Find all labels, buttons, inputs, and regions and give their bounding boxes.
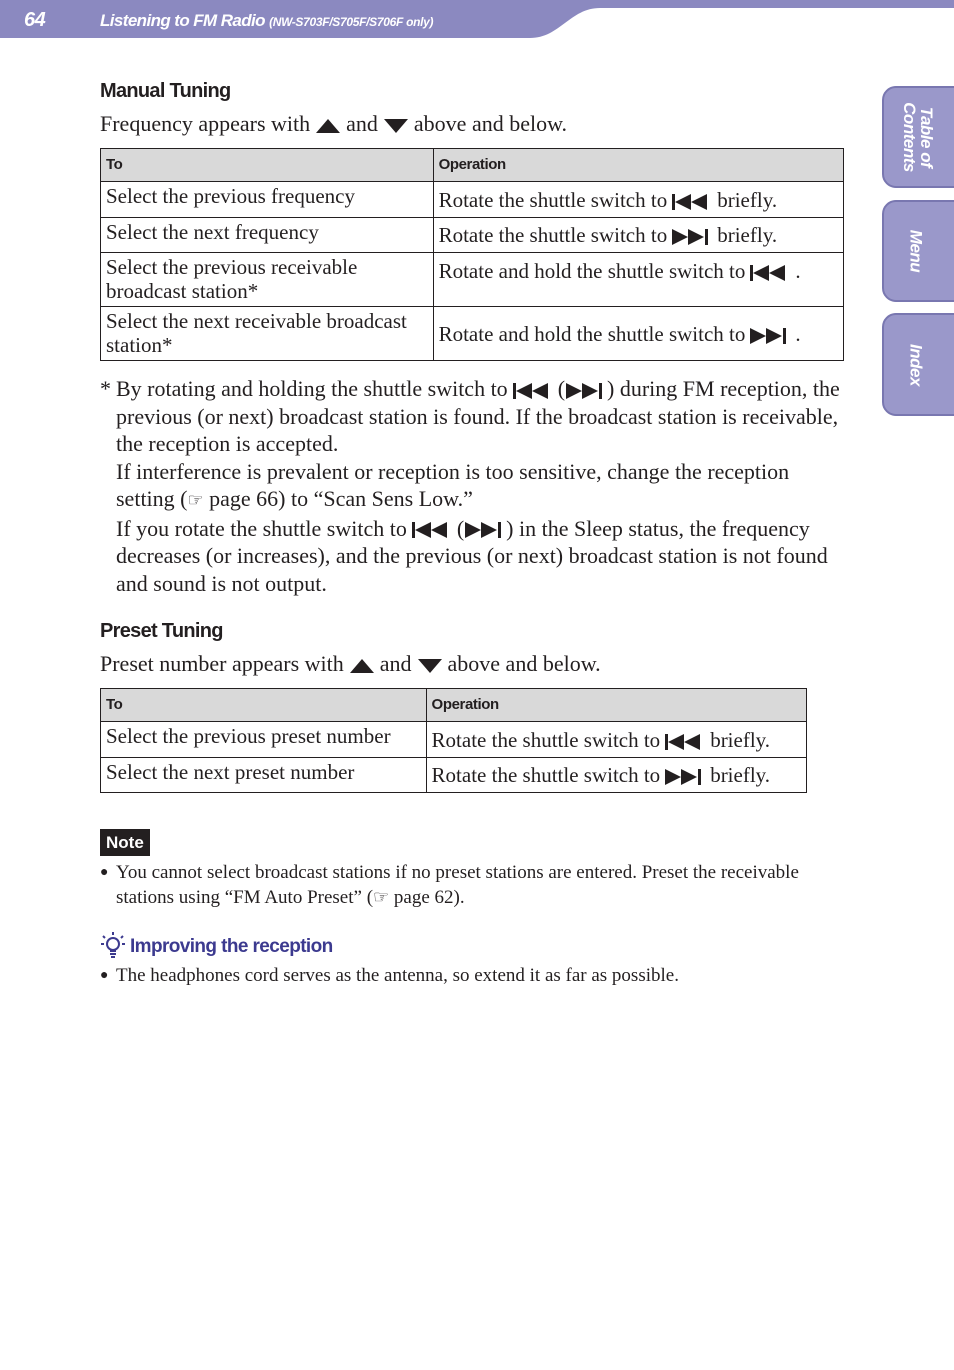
tab-index-label: Index: [906, 343, 926, 386]
next-track-icon: [749, 327, 791, 345]
next-track-icon: [671, 228, 713, 246]
intro-suffix: above and below.: [413, 111, 568, 136]
next-track-icon: [464, 521, 506, 539]
footnote-paragraph-3: [116, 515, 840, 598]
op-text: Rotate and hold the shuttle switch to: [438, 321, 746, 346]
page-62-link[interactable]: page 62).: [393, 887, 465, 908]
op-text: Rotate the shuttle switch to: [438, 223, 668, 247]
column-header-to: To: [101, 689, 427, 722]
fn-text: If you rotate the shuttle switch to: [116, 515, 407, 541]
table-header-row: [101, 149, 844, 182]
op-suffix: .: [795, 259, 801, 283]
op-suffix: briefly.: [717, 223, 778, 247]
tab-index[interactable]: [882, 313, 954, 416]
cell-to: Select the previous frequency: [101, 182, 434, 218]
op-text: Rotate and hold the shuttle switch to: [438, 259, 746, 283]
header-subtitle: (NW-S703F/S705F/S706F only): [269, 15, 434, 29]
fn-text: (: [456, 515, 465, 541]
cell-to: Select the next receivable broadcast station*: [101, 307, 434, 361]
table-row: [101, 182, 844, 218]
up-triangle-icon: [349, 658, 375, 674]
table-row: [101, 722, 807, 758]
lightbulb-icon: [100, 930, 128, 962]
header-title-text: Listening to FM Radio: [100, 11, 265, 30]
cell-operation: [426, 758, 806, 793]
note-badge: Note: [100, 829, 150, 856]
tip-text: [100, 964, 800, 988]
tab-menu[interactable]: [882, 200, 954, 302]
previous-track-icon: [671, 193, 713, 211]
intro-prefix: Preset number appears with: [100, 651, 344, 676]
cell-to: Select the next preset number: [101, 758, 427, 793]
tab-menu-label: Menu: [906, 229, 926, 273]
manual-tuning-title: Manual Tuning: [100, 80, 231, 102]
page-number: 64: [24, 9, 46, 31]
cell-to: Select the previous preset number: [101, 722, 427, 758]
previous-track-icon: [749, 264, 791, 282]
footnote-paragraph-2: [116, 458, 840, 515]
cell-to: Select the next frequency: [101, 218, 434, 253]
fn-text: ) during FM reception, the previous (or next) broadcast station is found. If the broadcast station is receivable, the reception is accepted.: [116, 376, 840, 456]
cell-operation: [433, 182, 843, 218]
page-66-link[interactable]: page 66) to “Scan Sens Low.”: [209, 486, 473, 511]
preset-tuning-title: Preset Tuning: [100, 620, 223, 642]
op-text: Rotate the shuttle switch to: [431, 763, 661, 787]
table-row: [101, 758, 807, 793]
fn-text: (: [557, 376, 566, 401]
op-suffix: .: [795, 321, 801, 346]
next-track-icon: [664, 768, 706, 786]
bullet-icon: ●: [100, 968, 109, 983]
note-body: [116, 861, 800, 910]
tip-body: The headphones cord serves as the antenna, so extend it as far as possible.: [116, 965, 679, 986]
intro-and: and: [379, 651, 412, 676]
footnote-paragraph-1: [116, 375, 840, 458]
fn-text: By rotating and holding the shuttle switch to: [116, 376, 508, 401]
tab-table-of-contents-label: Table of Contents: [900, 102, 936, 172]
down-triangle-icon: [417, 658, 443, 674]
tab-table-of-contents[interactable]: [882, 86, 954, 188]
fn-text: If interference is prevalent or reception is too sensitive, change the reception setting (: [116, 458, 790, 511]
intro-and: and: [346, 111, 378, 136]
footnote: [100, 375, 840, 597]
intro-prefix: Frequency appears with: [100, 111, 311, 136]
op-suffix: briefly.: [710, 727, 771, 752]
column-header-operation: Operation: [433, 149, 843, 182]
pointing-hand-icon: ☞: [187, 490, 204, 510]
footnote-star: *: [100, 376, 111, 401]
down-triangle-icon: [383, 118, 409, 134]
up-triangle-icon: [315, 118, 341, 134]
preset-tuning-intro: [100, 651, 601, 677]
pointing-hand-icon: ☞: [373, 887, 390, 907]
note-text-a: You cannot select broadcast stations if no preset stations are entered. Preset the receivable stations using “FM Auto Preset” (: [116, 862, 799, 908]
op-text: Rotate the shuttle switch to: [431, 727, 661, 752]
tip-title: Improving the reception: [130, 936, 333, 957]
header-title: [100, 11, 433, 31]
cell-operation: [433, 253, 843, 307]
previous-track-icon: [411, 521, 453, 539]
column-header-operation: Operation: [426, 689, 806, 722]
cell-operation: [433, 218, 843, 253]
table-row: [101, 253, 844, 307]
manual-tuning-intro: [100, 111, 567, 137]
footnote-body: [116, 375, 840, 597]
previous-track-icon: [664, 733, 706, 751]
column-header-to: To: [101, 149, 434, 182]
cell-operation: [433, 307, 843, 361]
op-suffix: briefly.: [717, 187, 778, 212]
previous-track-icon: [512, 382, 554, 400]
table-row: [101, 307, 844, 361]
cell-operation: [426, 722, 806, 758]
manual-tuning-table: [100, 148, 844, 361]
cell-to: Select the previous receivable broadcast station*: [101, 253, 434, 307]
bullet-icon: ●: [100, 865, 109, 880]
op-text: Rotate the shuttle switch to: [438, 187, 668, 212]
note-text: [100, 861, 800, 910]
page-header: [0, 0, 954, 40]
fn-text: ) in the Sleep status, the frequency decreases (or increases), and the previous (or next) broadcast station is not found and sound is not output.: [116, 515, 828, 596]
preset-tuning-table: [100, 688, 807, 793]
intro-suffix: above and below.: [447, 651, 601, 676]
next-track-icon: [565, 382, 607, 400]
table-row: [101, 218, 844, 253]
table-header-row: [101, 689, 807, 722]
op-suffix: briefly.: [710, 763, 771, 787]
